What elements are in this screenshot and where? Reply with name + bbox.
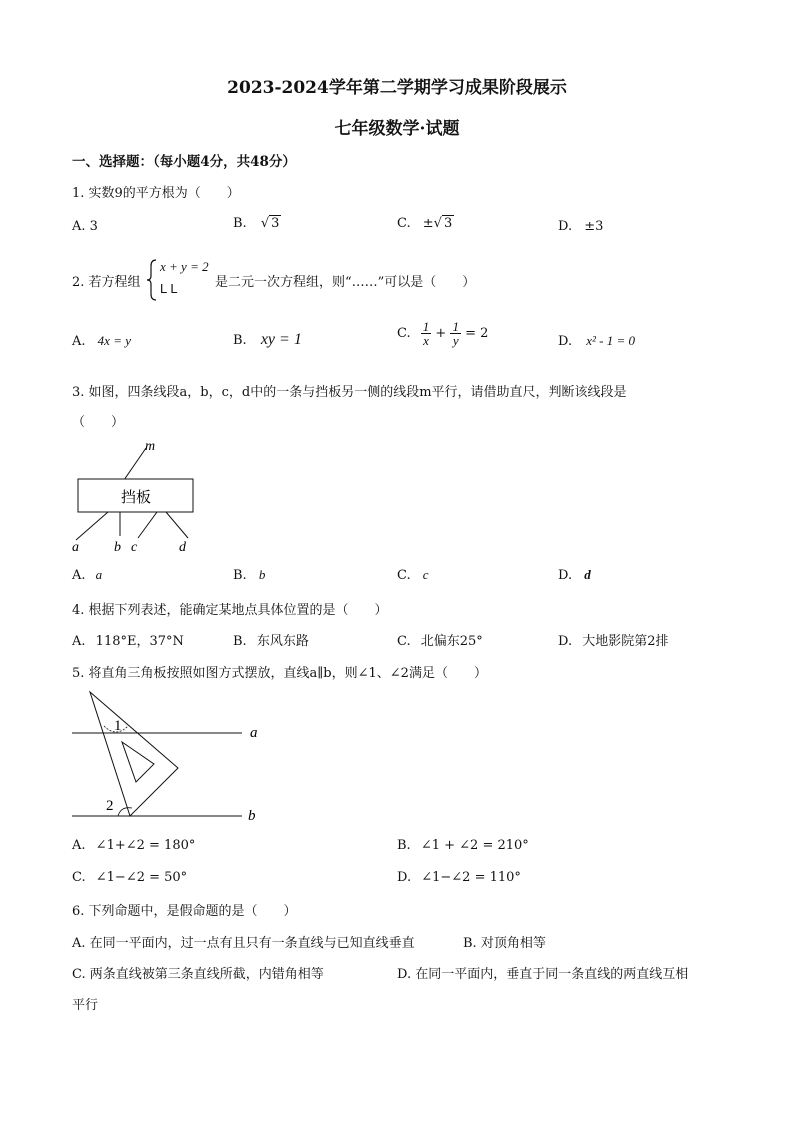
q6-option-b: B. 对顶角相等 [463,936,546,951]
label-line-b: b [248,808,256,824]
q4-option-c: C. 北偏东25° [397,634,483,649]
q3-option-c: C. c [397,567,429,583]
question-3-stem: 3. 如图，四条线段a，b，c，d中的一条与挡板另一侧的线段m平行，请借助直尺，判断该线段是 [72,385,627,400]
q3-option-a: A. a [72,567,103,583]
question-3-stem-cont: （ ） [72,415,125,430]
q2-option-a: A. 4x = y [72,333,131,349]
q4-option-a: A. 118°E，37°N [72,634,184,649]
q5-option-a: A. ∠1+∠2 = 180° [72,838,196,853]
label-angle-1: 1 [114,718,122,734]
label-d: d [179,540,186,555]
label-a: a [72,540,79,555]
baffle-figure [60,434,220,558]
q5-option-d: D. ∠1−∠2 = 110° [397,870,521,885]
page-subtitle: 七年级数学·试题 [334,119,460,139]
q2-option-b: B. xy = 1 [233,331,302,348]
label-line-a: a [250,725,258,741]
q5-option-b: B. ∠1 + ∠2 = 210° [397,838,529,853]
label-board: 挡板 [120,490,152,506]
q1-option-a: A. 3 [72,219,98,234]
question-4-stem: 4. 根据下列表述，能确定某地点具体位置的是（ ） [72,603,388,618]
q6-option-d: D. 在同一平面内，垂直于同一条直线的两直线互相 [397,967,689,982]
label-c: c [131,540,138,555]
question-6-stem: 6. 下列命题中，是假命题的是（ ） [72,904,297,919]
q5-option-c: C. ∠1−∠2 = 50° [72,870,188,885]
triangle-ruler-figure [66,686,276,826]
q2-option-d: D. x² - 1 = 0 [558,333,636,349]
label-b: b [114,540,121,555]
q1-option-b: B. √ 3 [233,216,280,231]
q6-option-c: C. 两条直线被第三条直线所截，内错角相等 [72,967,324,982]
q1-option-d: D. ±3 [558,219,604,234]
question-5-stem: 5. 将直角三角板按照如图方式摆放，直线a∥b，则∠1、∠2满足（ ） [72,666,487,681]
q3-option-b: B. b [233,567,266,583]
left-brace-icon [146,258,158,302]
q2-option-c: C. $\frac{1}{x}$ + $\frac{1}{y}$ = 2 [397,319,489,348]
q3-option-d: D. d [558,567,591,583]
label-angle-2: 2 [106,798,114,814]
question-1-stem: 1. 实数9的平方根为（ ） [72,186,240,201]
section-heading: 一、选择题：（每小题4分，共48分） [72,154,296,170]
q1-option-c: C. ±√ 3 [397,216,453,231]
page-title: 2023-2024学年第二学期学习成果阶段展示 [227,78,567,98]
q6-option-a: A. 在同一平面内，过一点有且只有一条直线与已知直线垂直 [72,936,415,951]
sqrt-symbol-icon: √ [260,216,270,231]
sqrt-symbol-icon: √ [433,216,442,231]
q4-option-d: D. 大地影院第2排 [558,634,669,649]
q4-option-b: B. 东风东路 [233,634,309,649]
q6-option-d-cont: 平行 [72,998,99,1013]
label-m: m [145,439,156,454]
